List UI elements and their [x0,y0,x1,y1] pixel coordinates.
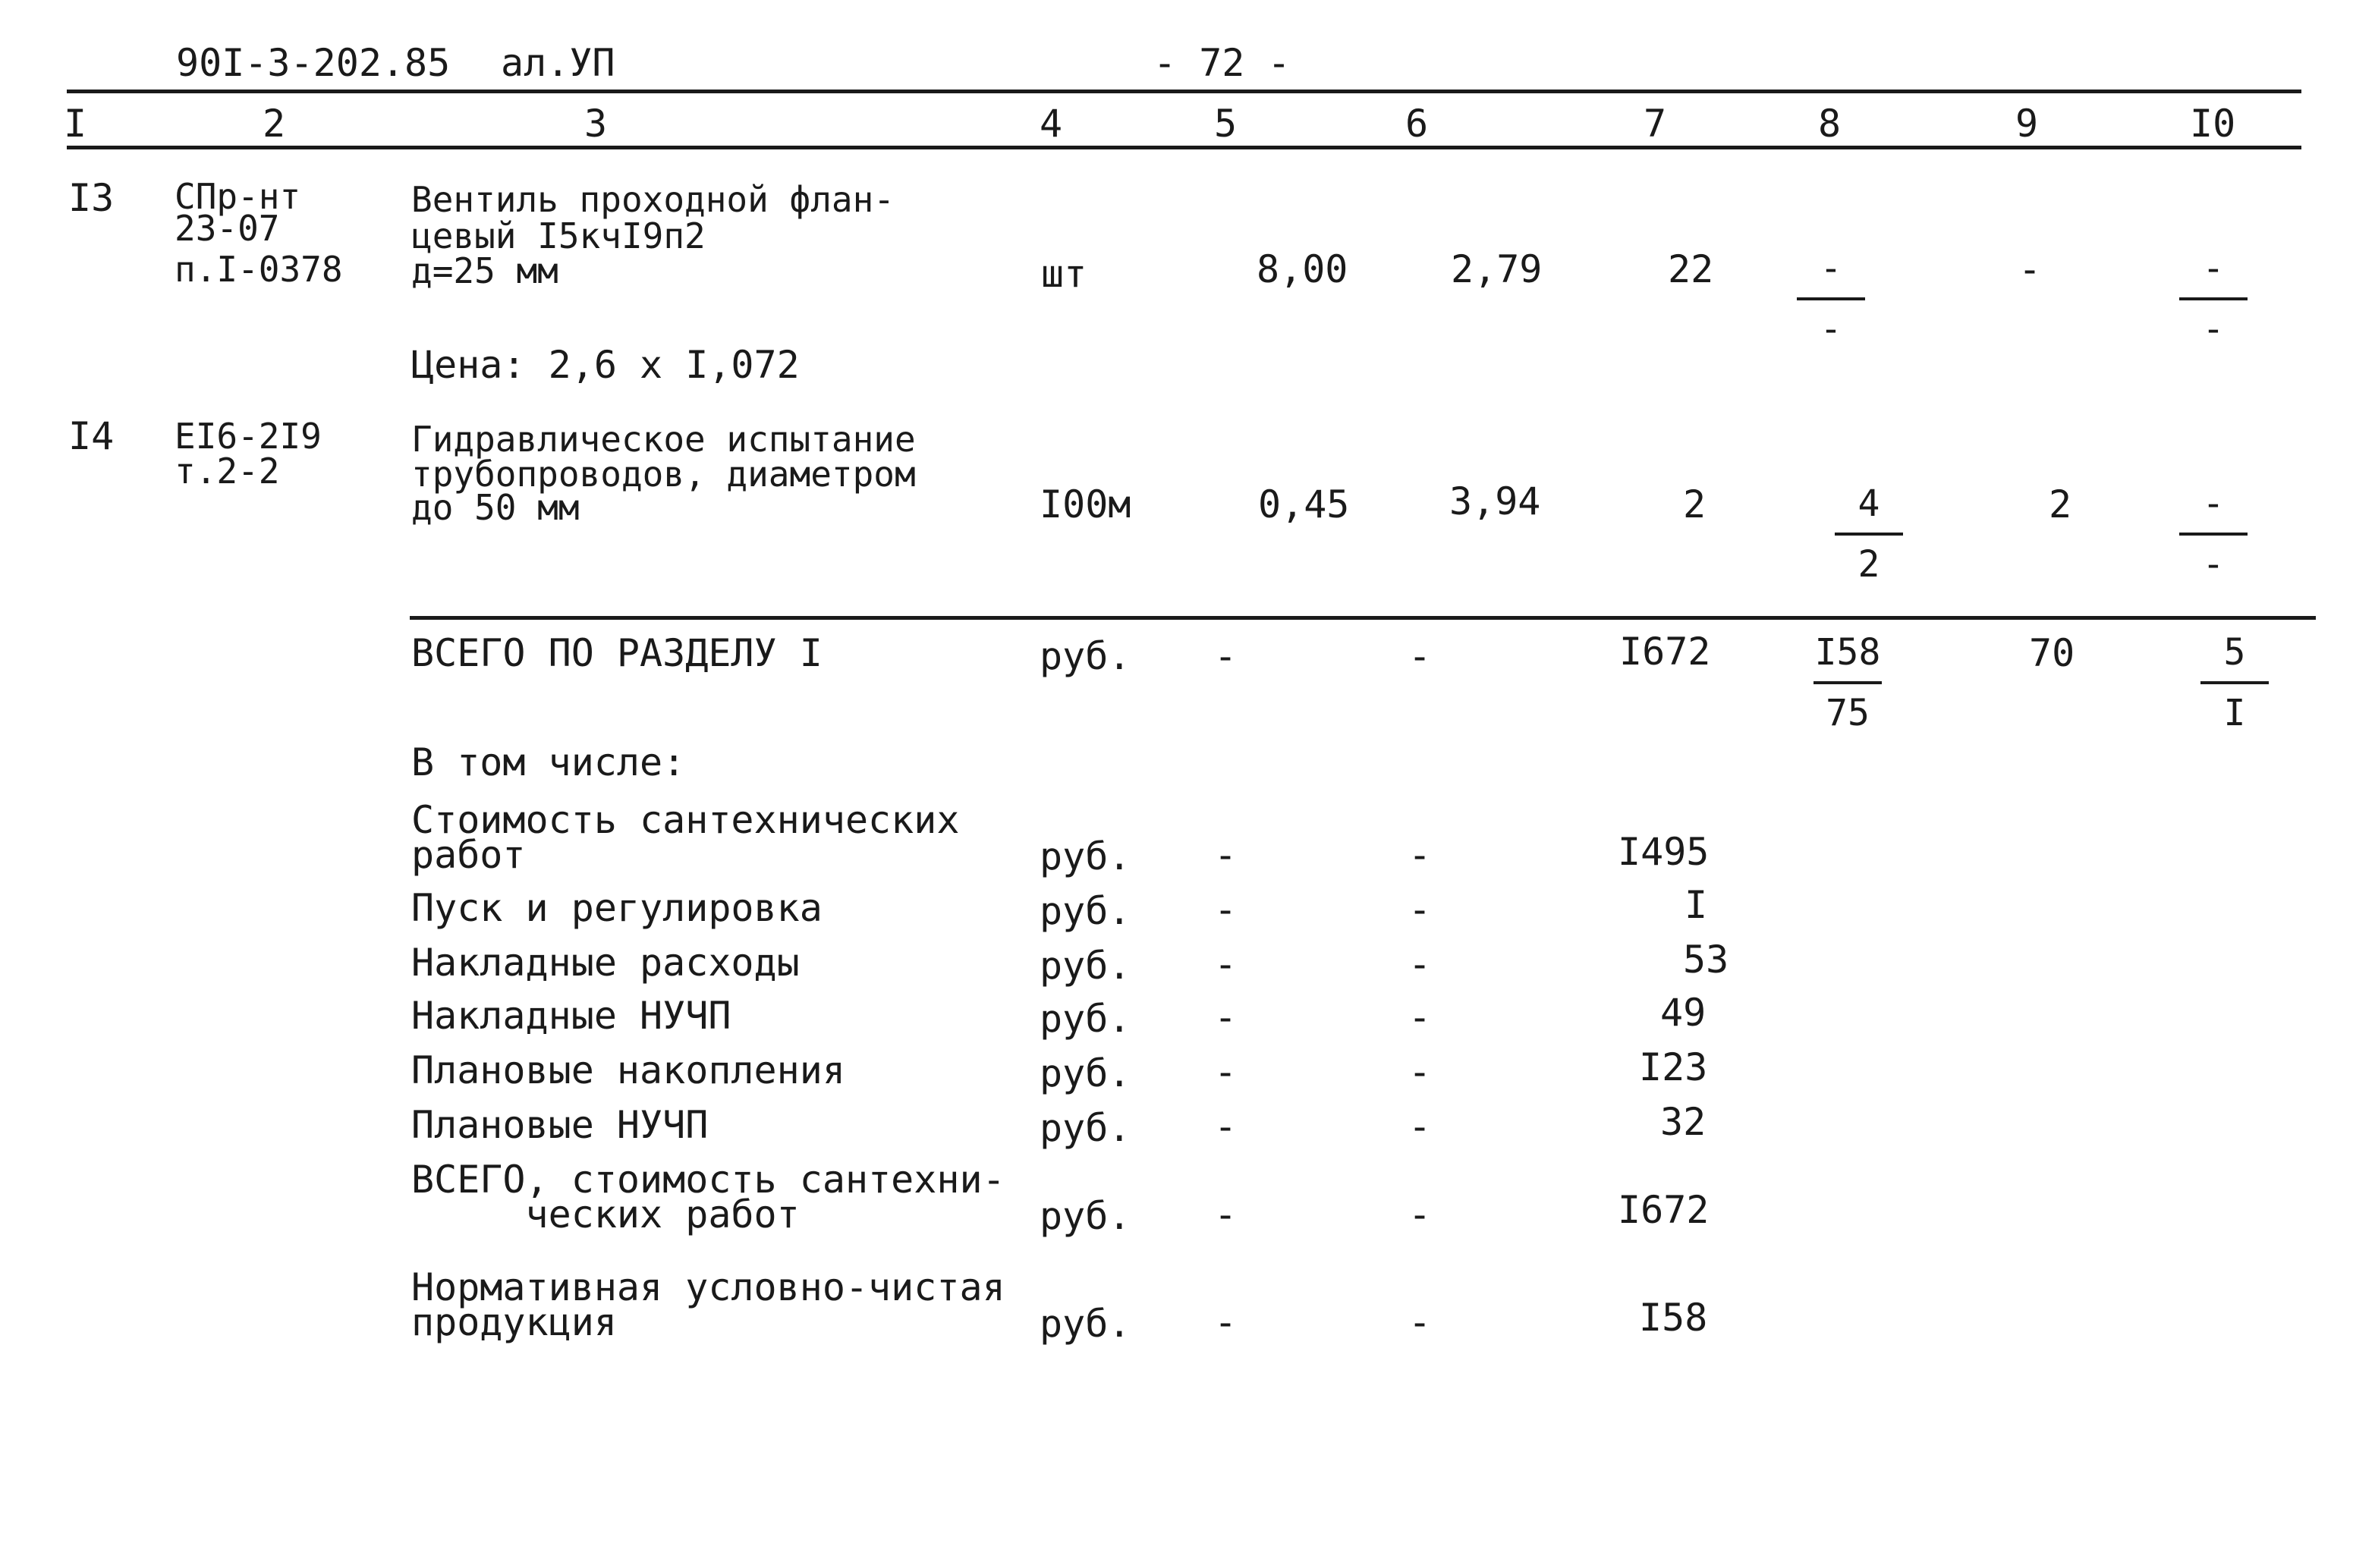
column-6-value: - [1408,1050,1432,1094]
fraction-bar [2179,297,2248,300]
column-8-fraction [1797,247,1865,350]
item-description: трубопроводов, диаметром [411,454,916,495]
total-cost: I [1685,883,1708,927]
unit: руб. [1040,1194,1131,1238]
fraction-bar [1813,681,1882,684]
unit: руб. [1040,1051,1131,1095]
column-10-fraction [2179,482,2248,586]
column-5-value: - [1214,1192,1238,1236]
column-header: I [64,102,87,146]
total-cost: 49 [1660,991,1707,1035]
total-cost: 53 [1683,938,1729,982]
unit: руб. [1040,889,1131,933]
unit: I00м [1040,482,1131,526]
column-header: 8 [1818,102,1842,146]
section-total-label: ВСЕГО ПО РАЗДЕЛУ I [411,631,823,675]
breakdown-label: Плановые НУЧП [411,1103,709,1147]
column-9-value: - [2018,247,2042,291]
breakdown-label: Нормативная условно-чистая [411,1265,1005,1309]
fraction-denominator: - [2202,308,2225,350]
column-9-value: 70 [2029,631,2075,675]
column-8-fraction [1813,631,1882,734]
norm-code: EI6-2I9 [175,416,322,457]
breakdown-label: Стоимость сантехнических [411,798,960,842]
unit: руб. [1040,1106,1131,1150]
column-6-value: - [1408,995,1432,1039]
column-header: 4 [1040,102,1063,146]
norm-code: СПр-нт [175,176,301,217]
column-header: 6 [1405,102,1429,146]
fraction-bar [2200,681,2269,684]
total-cost: I672 [1618,1188,1710,1232]
breakdown-label: Пуск и регулировка [411,886,823,930]
fraction-denominator: 75 [1826,692,1870,734]
column-10-fraction [2179,247,2248,350]
fraction-denominator: 2 [1858,543,1880,586]
total-cost: I58 [1639,1296,1708,1340]
column-10-fraction [2200,631,2269,734]
column-9-value: 2 [2049,482,2072,526]
breakdown-label: ВСЕГО, стоимость сантехни- [411,1158,1005,1202]
column-header: 9 [2015,102,2039,146]
breakdown-label: Накладные НУЧП [411,994,731,1038]
column-header: 5 [1214,102,1238,146]
unit: руб. [1040,634,1131,678]
column-5-value: - [1214,634,1238,678]
norm-code: 23-07 [175,208,280,249]
breakdown-label: продукция [411,1300,617,1344]
norm-code: п.I-0378 [175,249,343,290]
fraction-numerator: 4 [1858,482,1880,525]
fraction-denominator: - [1820,308,1842,350]
including-label: В том числе: [411,740,686,784]
breakdown-label: Плановые накопления [411,1048,845,1092]
column-5-value: - [1214,833,1238,877]
fraction-bar [2179,533,2248,536]
fraction-bar [1835,533,1903,536]
quantity: 0,45 [1258,482,1350,526]
total-cost: I672 [1619,630,1711,674]
total-cost: I23 [1639,1045,1708,1089]
unit: шт [1041,252,1087,296]
item-description: до 50 мм [411,487,580,528]
item-description: д=25 мм [411,250,558,291]
column-6-value: - [1408,888,1432,932]
total-cost: 32 [1660,1100,1707,1144]
fraction-denominator: I [2223,692,2246,734]
row-number: I4 [68,414,115,458]
price-note: Цена: 2,6 x I,072 [411,343,800,387]
column-5-value: - [1214,888,1238,932]
quantity: 8,00 [1257,247,1348,291]
fraction-numerator: I58 [1814,631,1881,674]
fraction-numerator: - [2202,247,2225,290]
unit-price: 2,79 [1451,247,1543,291]
column-6-value: - [1408,634,1432,678]
total-cost: 22 [1668,247,1714,291]
row-number: I3 [68,176,115,220]
total-cost: 2 [1683,482,1707,526]
unit: руб. [1040,944,1131,988]
column-5-value: - [1214,995,1238,1039]
breakdown-label: работ [411,833,526,877]
total-cost: I495 [1618,830,1710,874]
column-5-value: - [1214,1050,1238,1094]
column-header: 7 [1644,102,1667,146]
column-header: 3 [584,102,608,146]
breakdown-label: ческих работ [411,1192,800,1236]
album-number: ал.УП [501,41,615,85]
column-6-value: - [1408,833,1432,877]
column-6-value: - [1408,1105,1432,1149]
page-number: - 72 - [1153,41,1291,85]
item-description: Вентиль проходной флан- [411,179,895,220]
column-5-value: - [1214,1300,1238,1344]
unit: руб. [1040,834,1131,878]
column-6-value: - [1408,942,1432,986]
column-header: 2 [263,102,286,146]
column-5-value: - [1214,1105,1238,1149]
column-header: I0 [2190,102,2236,146]
unit-price: 3,94 [1449,479,1541,523]
fraction-numerator: - [1820,247,1842,290]
column-6-value: - [1408,1300,1432,1344]
fraction-denominator: - [2202,543,2225,586]
column-5-value: - [1214,942,1238,986]
breakdown-label: Накладные расходы [411,941,800,985]
item-description: Гидравлическое испытание [411,419,916,460]
fraction-bar [1797,297,1865,300]
unit: руб. [1040,997,1131,1041]
column-6-value: - [1408,1192,1432,1236]
norm-code: т.2-2 [175,451,280,492]
section-total-rule [410,616,2316,620]
item-description: цевый I5кчI9п2 [411,215,706,256]
fraction-numerator: 5 [2223,631,2246,674]
unit: руб. [1040,1302,1131,1346]
header-rule [67,146,2301,149]
top-rule [67,90,2301,93]
fraction-numerator: - [2202,482,2225,525]
document-code: 90I-3-202.85 [176,41,451,85]
column-8-fraction [1835,482,1903,586]
